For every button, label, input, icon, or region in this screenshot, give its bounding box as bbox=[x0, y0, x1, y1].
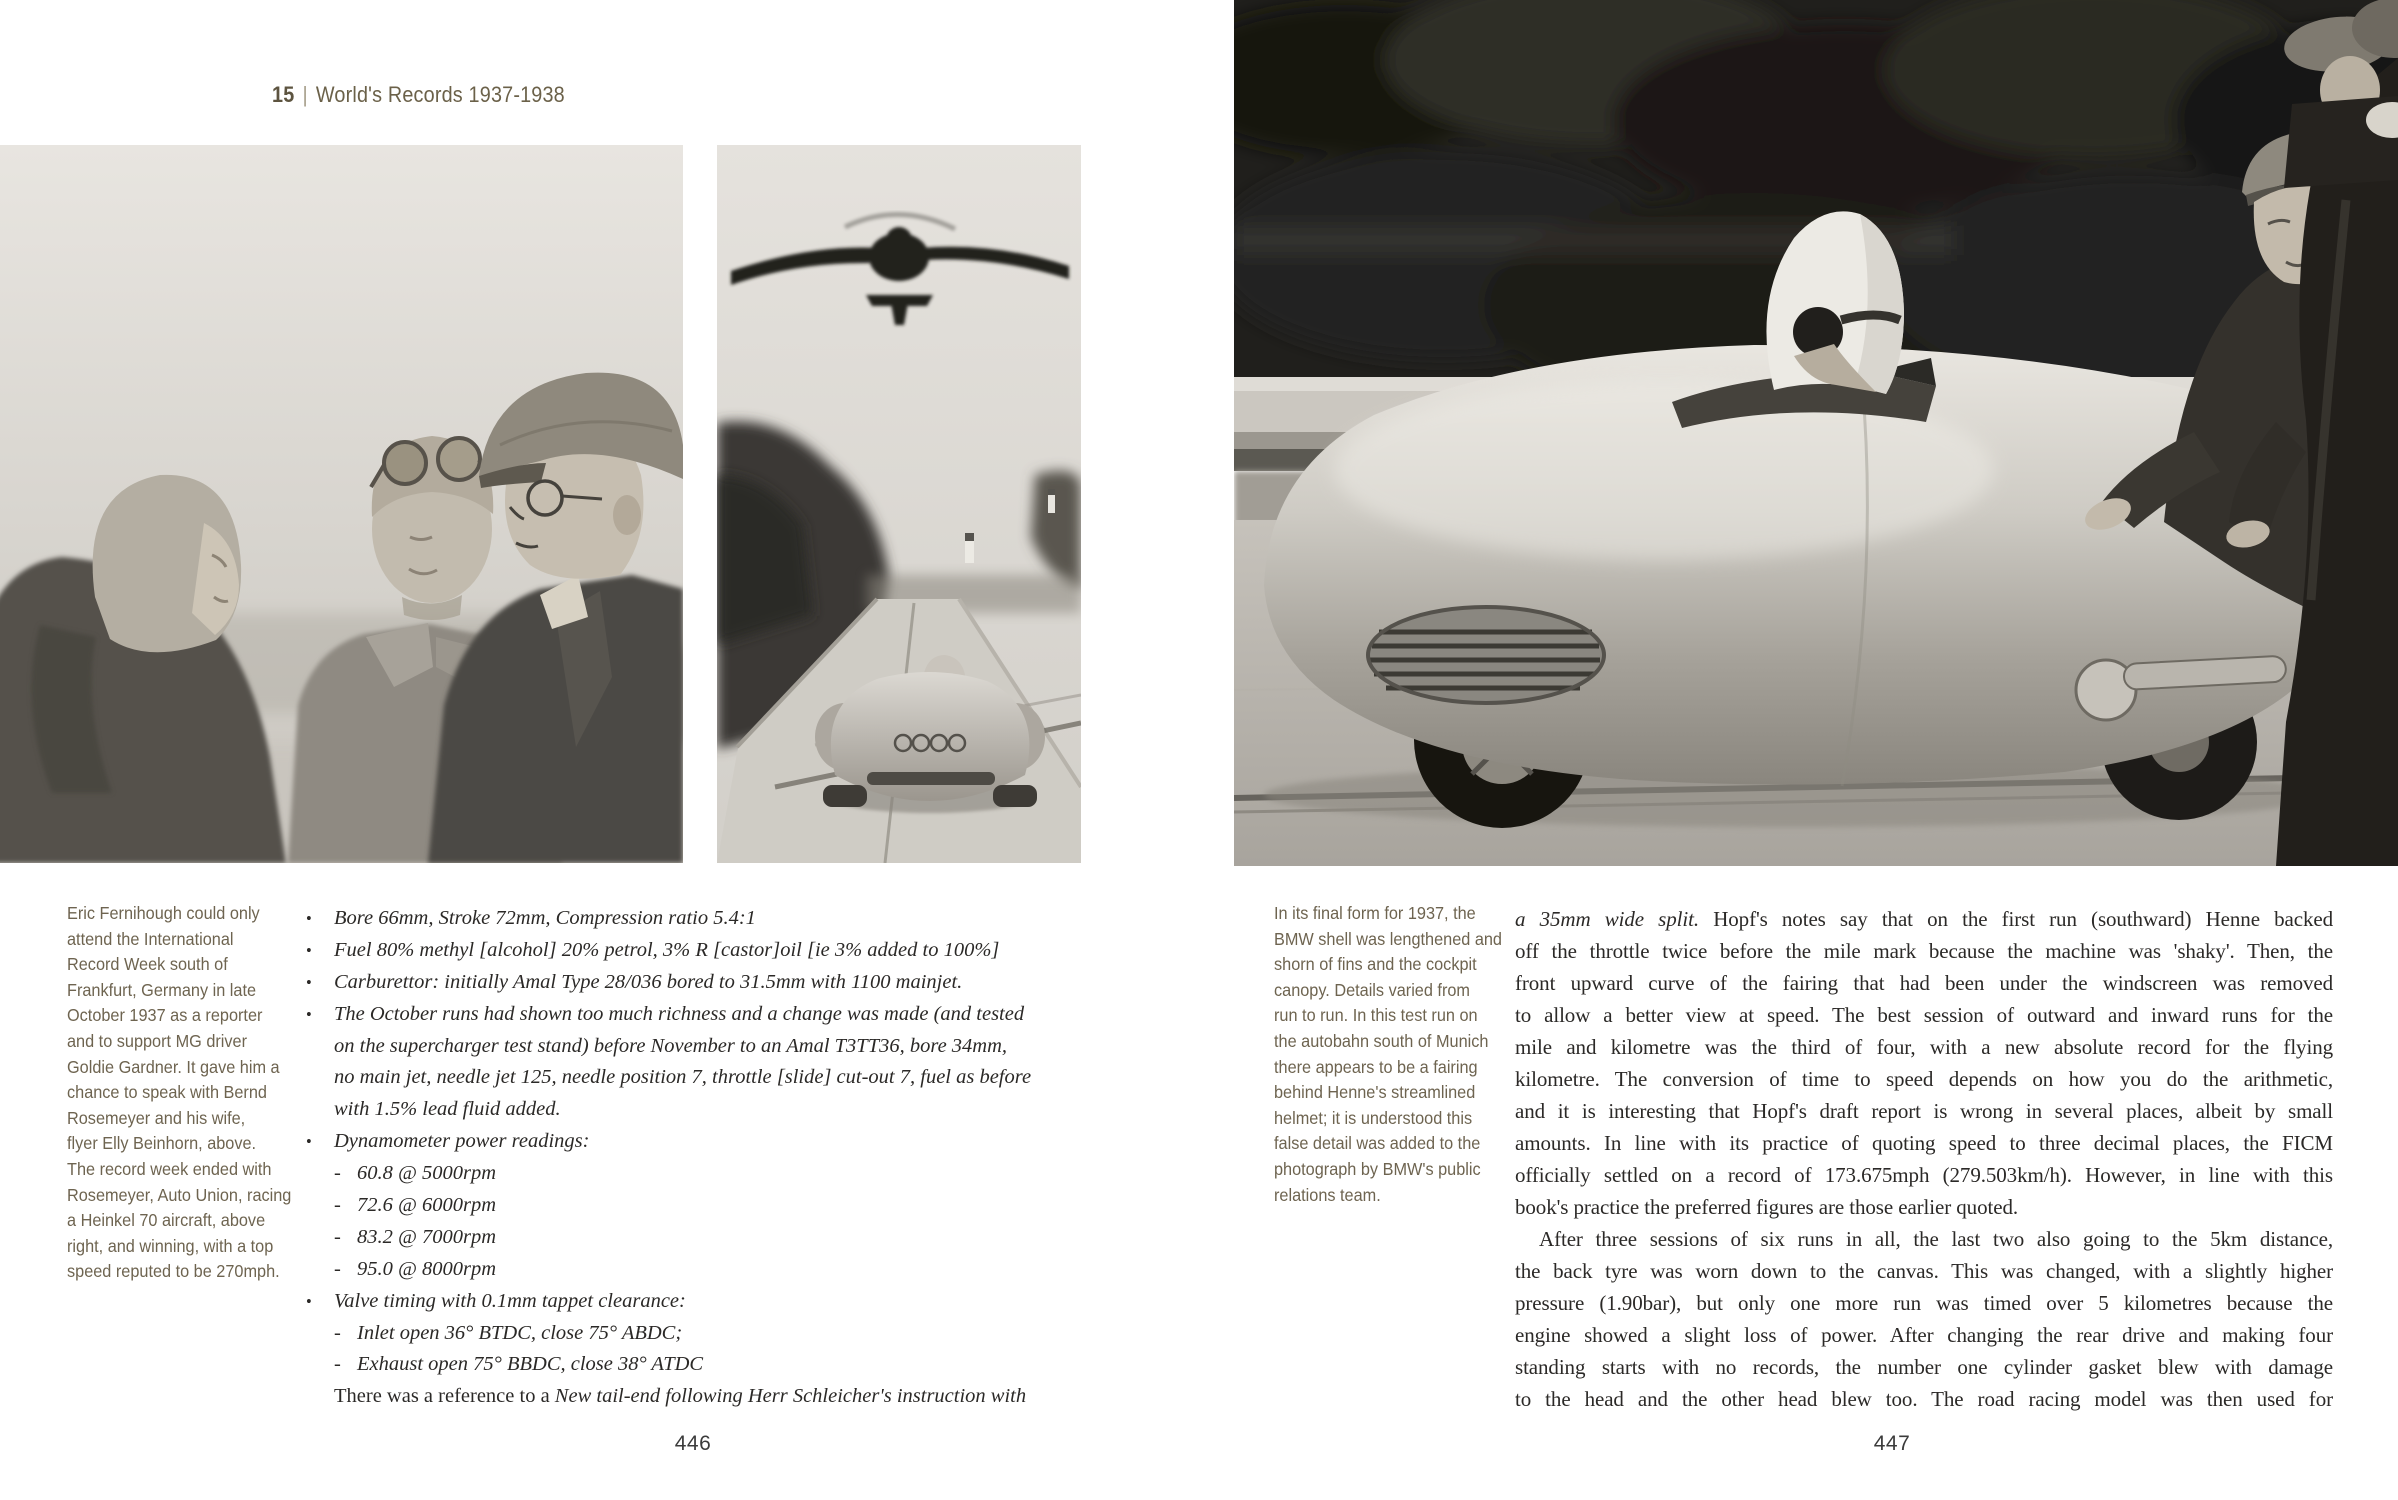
caption-line: Rosemeyer and his wife, bbox=[67, 1107, 246, 1128]
body-line: After three sessions of six runs in all, the last two also going to the 5km distance, bbox=[1539, 1227, 2333, 1251]
caption-line: Rosemeyer, Auto Union, racing bbox=[67, 1184, 292, 1205]
page-number-left: 446 bbox=[674, 1432, 712, 1455]
caption-line: shorn of fins and the cockpit bbox=[1274, 954, 1477, 975]
spec-line: - Inlet open 36° BTDC, close 75° ABDC; bbox=[299, 1318, 1031, 1350]
body-line: mile and kilometre was the third of four, with a new absolute record for the flying bbox=[1515, 1035, 2333, 1059]
body-text-column bbox=[1515, 903, 2333, 1415]
caption-line: there appears to be a fairing bbox=[1274, 1056, 1478, 1077]
spec-line: no main jet, needle jet 125, needle position 7, throttle [slide] cut-out 7, fuel as before bbox=[334, 1066, 1032, 1089]
header-separator: | bbox=[302, 82, 308, 107]
right-photo-caption bbox=[1274, 901, 1502, 1208]
dash-marker: - bbox=[334, 1321, 341, 1344]
spec-line: - 83.2 @ 7000rpm bbox=[299, 1222, 1031, 1254]
body-line: to the head and the other head blew too. The road racing model was then used for bbox=[1515, 1387, 2333, 1411]
caption-line: run to run. In this test run on bbox=[1274, 1005, 1478, 1026]
caption-line: Goldie Gardner. It gave him a bbox=[67, 1056, 280, 1077]
bullet-marker: • bbox=[306, 1004, 312, 1024]
caption-line: The record week ended with bbox=[67, 1158, 272, 1179]
photo1-scene bbox=[0, 145, 683, 863]
photo3-scene bbox=[1234, 0, 2398, 866]
caption-line: right, and winning, with a top bbox=[67, 1235, 274, 1256]
bullet-marker: • bbox=[306, 1291, 312, 1311]
caption-line: attend the International bbox=[67, 928, 234, 949]
caption-line: October 1937 as a reporter bbox=[67, 1005, 263, 1026]
photo-fernihough-rosemeyer-beinhorn bbox=[0, 145, 683, 863]
body-line: a 35mm wide split. Hopf's notes say that on the first run (southward) Henne backed bbox=[1515, 907, 2333, 931]
bullet-marker: • bbox=[306, 972, 312, 992]
caption-line: canopy. Details varied from bbox=[1274, 979, 1470, 1000]
bullet-marker: • bbox=[306, 909, 312, 928]
body-line: kilometre. The conversion of time to speed depends on how you do the arithmetic, bbox=[1515, 1067, 2333, 1091]
caption-line: helmet; it is understood this bbox=[1274, 1107, 1473, 1128]
spec-line: • Dynamometer power readings: bbox=[299, 1126, 1031, 1158]
caption-line: photograph by BMW's public bbox=[1274, 1158, 1481, 1179]
body-line: officially settled on a record of 173.675mph (279.503km/h). However, in line with this bbox=[1515, 1163, 2333, 1187]
caption-line: speed reputed to be 270mph. bbox=[67, 1261, 280, 1282]
spec-line: on the supercharger test stand) before November to an Amal T3TT36, bore 34mm, bbox=[334, 1034, 1008, 1057]
caption-line: false detail was added to the bbox=[1274, 1133, 1481, 1154]
dash-marker: - bbox=[334, 1225, 341, 1248]
caption-line: relations team. bbox=[1274, 1184, 1381, 1205]
spec-line: • The October runs had shown too much richness and a change was made (and tested bbox=[299, 999, 1031, 1031]
caption-line: a Heinkel 70 aircraft, above bbox=[67, 1210, 266, 1231]
dash-marker: - bbox=[334, 1162, 341, 1185]
dash-marker: - bbox=[334, 1257, 341, 1280]
spec-line: - Exhaust open 75° BBDC, close 38° ATDC bbox=[299, 1349, 1031, 1381]
spec-line: • Fuel 80% methyl [alcohol] 20% petrol, 3% R [castor]oil [ie 3% added to 100%] bbox=[299, 935, 1031, 967]
caption-line: and to support MG driver bbox=[67, 1030, 248, 1051]
body-line: standing starts with no records, the number one cylinder gasket blew with damage bbox=[1515, 1355, 2333, 1379]
spec-line: - 95.0 @ 8000rpm bbox=[299, 1254, 1031, 1286]
caption-line: behind Henne's streamlined bbox=[1274, 1082, 1476, 1103]
caption-line: chance to speak with Bernd bbox=[67, 1082, 267, 1103]
spec-line: with 1.5% lead fluid added. bbox=[334, 1098, 561, 1121]
body-line: and it is interesting that Hopf's draft report is wrong in several places, albeit by small bbox=[1515, 1099, 2333, 1123]
body-line: book's practice the preferred figures are those earlier quoted. bbox=[1515, 1195, 2018, 1219]
body-line: the back tyre was worn down to the canvas. This was changed, with a slightly higher bbox=[1515, 1259, 2333, 1283]
chapter-header bbox=[272, 82, 565, 108]
caption-line: BMW shell was lengthened and bbox=[1274, 928, 1502, 949]
photo2-scene bbox=[717, 145, 1081, 863]
photo-heinkel-over-autobahn bbox=[717, 145, 1081, 863]
chapter-title: World's Records 1937-1938 bbox=[315, 82, 565, 107]
body-line: amounts. In line with its practice of quoting speed to three decimal places, the FICM bbox=[1515, 1131, 2333, 1155]
spec-line: - 60.8 @ 5000rpm bbox=[299, 1158, 1031, 1190]
body-line: front upward curve of the fairing that had been under the windscreen was removed bbox=[1515, 971, 2333, 995]
page-number-right: 447 bbox=[1873, 1432, 1911, 1455]
bullet-marker: • bbox=[306, 1132, 312, 1152]
spec-line: • Carburettor: initially Amal Type 28/036 bored to 31.5mm with 1100 mainjet. bbox=[299, 967, 1031, 999]
body-line: pressure (1.90bar), but only one more run was timed over 5 kilometres because the bbox=[1515, 1291, 2333, 1315]
dash-marker: - bbox=[334, 1353, 341, 1376]
spec-line: • Bore 66mm, Stroke 72mm, Compression ratio 5.4:1 bbox=[299, 903, 1031, 935]
spec-line: • Valve timing with 0.1mm tappet clearance: bbox=[299, 1286, 1031, 1318]
caption-line: Eric Fernihough could only bbox=[67, 903, 260, 923]
chapter-number: 15 bbox=[272, 82, 295, 107]
caption-line: In its final form for 1937, the bbox=[1274, 903, 1476, 923]
spec-line: - 72.6 @ 6000rpm bbox=[299, 1190, 1031, 1222]
spec-line: There was a reference to a New tail-end following Herr Schleicher's instruction with bbox=[334, 1385, 1027, 1408]
engine-spec-list bbox=[299, 903, 1031, 1413]
body-line: off the throttle twice before the mile mark because the machine was 'shaky'. Then, the bbox=[1515, 939, 2333, 963]
bullet-marker: • bbox=[306, 940, 312, 960]
caption-line: flyer Elly Beinhorn, above. bbox=[67, 1133, 257, 1154]
body-line: to allow a better view at speed. The best session of outward and inward runs for the bbox=[1515, 1003, 2333, 1027]
caption-line: Record Week south of bbox=[67, 954, 228, 975]
dash-marker: - bbox=[334, 1194, 341, 1217]
left-photo-caption bbox=[67, 901, 291, 1285]
body-line: engine showed a slight loss of power. After changing the rear drive and making four bbox=[1515, 1323, 2333, 1347]
photo-bmw-streamliner bbox=[1234, 0, 2398, 866]
caption-line: the autobahn south of Munich bbox=[1274, 1030, 1489, 1051]
caption-line: Frankfurt, Germany in late bbox=[67, 979, 257, 1000]
